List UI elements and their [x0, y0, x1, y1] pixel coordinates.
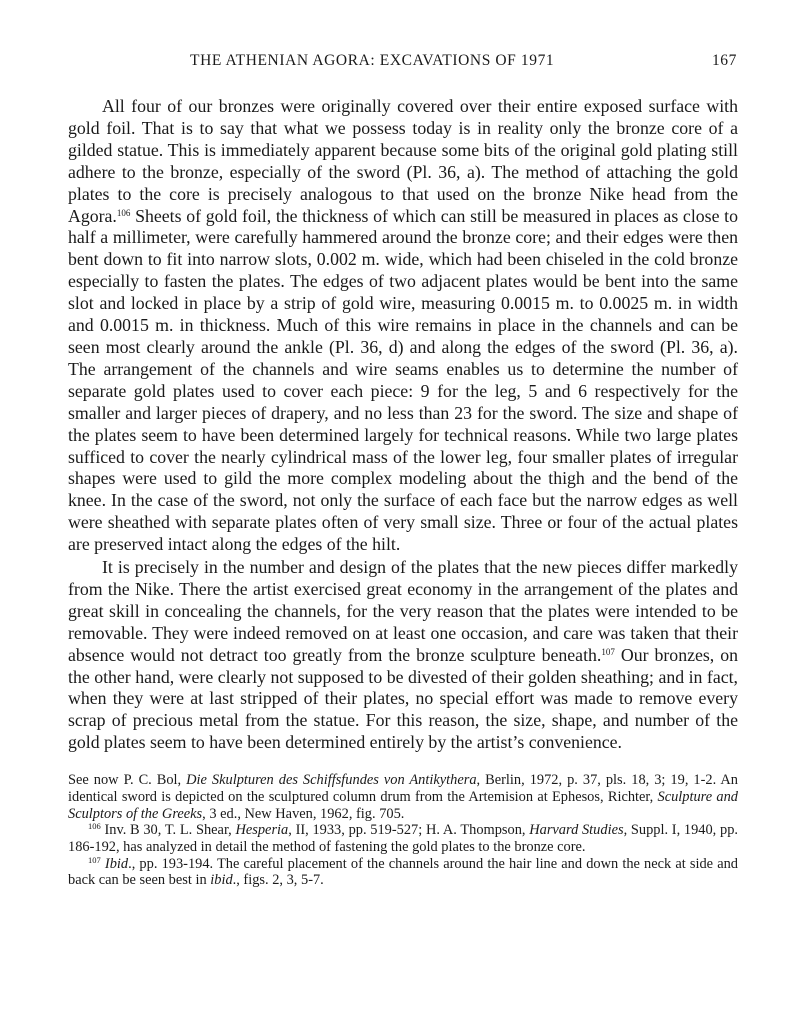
fn107-ibid-1: Ibid — [104, 855, 129, 872]
fn-cont-t2: , Berlin, 1972, p. 37, pls. 18, 3; 19, 1-2. An identical sword is depicted on the sculptured column drum from the Artemision at Ephesos, Richter, — [68, 772, 738, 805]
fn-cont-t3: , 3 ed., New Haven, 1962, fig. 705. — [202, 805, 405, 822]
page — [68, 52, 738, 889]
page-number: 167 — [711, 52, 737, 69]
paragraph-2-text-a: It is precisely in the number and design of the plates that the new pieces differ markedly from the Nike. There the artist exercised great economy in the arrangement of the plates and great skill in concealing the channels, for the very reason that the plates were intended to be removable. They were indeed removed on at least one occasion, and care was taken that their absence would not detract too greatly from the bronze sculpture beneath. — [68, 557, 738, 665]
fn107-t2: ., figs. 2, 3, 5-7. — [232, 872, 324, 889]
fn-cont-t1: See now P. C. Bol, — [68, 772, 187, 789]
footnote-107-number: 107 — [88, 854, 101, 865]
fn107-t1: ., pp. 193-194. The careful placement of the channels around the hair line and down the neck at side and back can be seen best in — [68, 855, 738, 889]
fn-cont-title-1: Die Skulpturen des Schiffsfundes von Antikythera — [186, 772, 477, 789]
fn106-journal: Hesperia — [235, 822, 289, 839]
paragraph-1-text-b: Sheets of gold foil, the thickness of which can still be measured in places as close to half a millimeter, were carefully hammered around the bronze core; and their edges were then bent down to fit into narrow slots, 0.002 m. wide, which had been chiseled in the cold bronze especially to fasten the plates. The edges of two adjacent plates would be bent into the same slot and locked in place by a strip of gold wire, measuring 0.0015 m. to 0.0025 m. in width and 0.0015 m. in thickness. Much of this wire remains in place in the channels and can be seen most clearly around the ankle (Pl. 36, d) and along the edges of the sword (Pl. 36, a). The arrangement of the channels and wire seams enables us to determine the number of separate gold plates used to cover each piece: 9 for the leg, 5 and 6 respectively for the smaller and larger pieces of drapery, and no less than 23 for the sword. The size and shape of the plates seem to have been determined largely for technical reasons. While two large plates sufficed to cover the nearly cylindrical mass of the lower leg, four smaller plates of irregular shapes were used to gild the more complex modeling about the thigh and the bend of the knee. In the case of the sword, not only the surface of each face but the narrow edges as well were sheathed with separate plates often of very small size. Three or four of the actual plates are preserved intact along the edges of the hilt. — [68, 205, 738, 555]
running-title: THE ATHENIAN AGORA: EXCAVATIONS OF 1971 — [190, 52, 555, 69]
footnote-107 — [68, 856, 738, 889]
footnote-ref-107: 107 — [601, 646, 615, 657]
footnote-106-number: 106 — [88, 821, 101, 832]
paragraph-1 — [68, 96, 738, 556]
fn107-ibid-2: ibid — [210, 872, 233, 889]
fn-cont-title-2: Sculpture and Sculptors of the Greeks — [68, 788, 738, 822]
footnote-continuation — [68, 772, 738, 822]
fn106-t3: , Suppl. I, 1940, pp. 186-192, has analyzed in detail the method of fastening the gold plates to the bronze core. — [68, 822, 738, 855]
paragraph-2 — [68, 557, 738, 754]
fn106-t1: Inv. B 30, T. L. Shear, — [100, 822, 236, 839]
fn106-t2: , II, 1933, pp. 519-527; H. A. Thompson, — [288, 822, 530, 839]
footnote-106 — [68, 822, 738, 855]
paragraph-2-text-b: Our bronzes, on the other hand, were clearly not supposed to be divested of their golden sheathing; and in fact, when they were at last stripped of their plates, no special effort was made to remove every scrap of precious metal from the statue. For this reason, the size, shape, and number of the gold plates seem to have been determined entirely by the artist’s convenience. — [68, 644, 738, 753]
fn106-series: Harvard Studies — [529, 822, 624, 839]
running-head — [68, 52, 738, 76]
footnotes — [68, 772, 738, 889]
paragraph-1-text-a: All four of our bronzes were originally covered over their entire exposed surface with gold foil. That is to say that what we possess today is in reality only the bronze core of a gilded statue. This is immediately apparent because some bits of the original gold plating still adhere to the bronze, especially of the sword (Pl. 36, a). The method of attaching the gold plates to the core is precisely analogous to that used on the bronze Nike head from the Agora. — [68, 96, 738, 226]
body-text — [68, 96, 738, 754]
footnote-ref-106: 106 — [116, 207, 131, 218]
